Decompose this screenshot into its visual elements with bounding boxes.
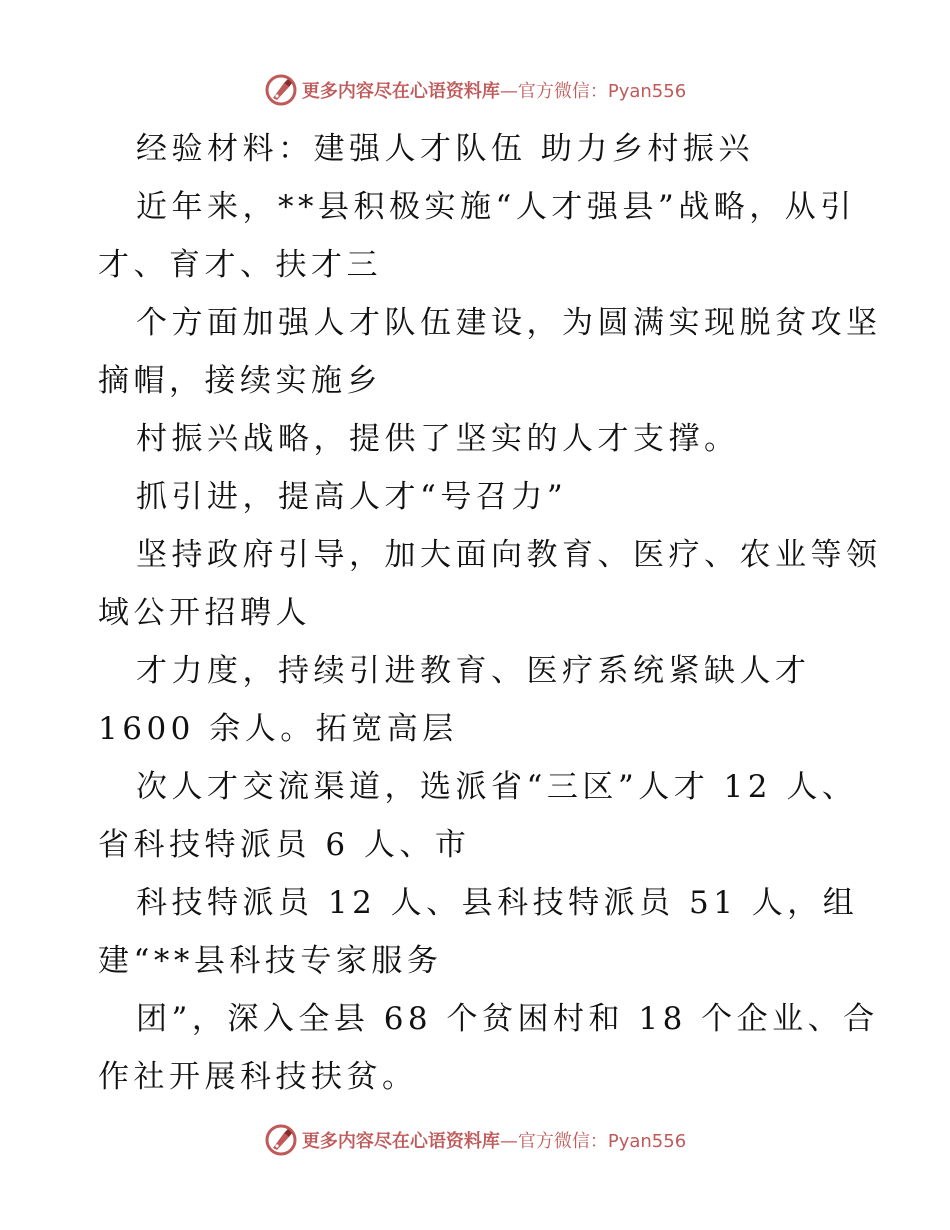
paragraph-line: 建“**县科技专家服务: [98, 943, 443, 979]
paragraph-line: 科技特派员 12 人、县科技特派员 51 人，组: [136, 885, 859, 921]
paragraph-line: 次人才交流渠道，选派省“三区”人才 12 人、: [136, 769, 858, 805]
paragraph-line: 抓引进，提高人才“号召力”: [136, 479, 568, 515]
paragraph-line: 才力度，持续引进教育、医疗系统紧缺人才: [136, 653, 811, 689]
document-title: 经验材料：建强人才队伍 助力乡村振兴: [136, 131, 754, 167]
footer-banner: [0, 1120, 950, 1160]
paragraph-line: 1600 余人。拓宽高层: [98, 711, 458, 747]
paragraph-line: 团”，深入全县 68 个贫困村和 18 个企业、合: [136, 1001, 879, 1037]
pen-logo-icon: [264, 1123, 298, 1157]
paragraph-line: 摘帽，接续实施乡: [98, 363, 382, 399]
header-banner-text: 更多内容尽在心语资料库—官方微信：Pyan556: [301, 81, 687, 102]
paragraph-line: 村振兴战略，提供了坚实的人才支撑。: [136, 421, 740, 457]
document-body: [98, 120, 882, 1106]
pen-logo-icon: [264, 73, 298, 107]
paragraph-line: 作社开展科技扶贫。: [98, 1059, 418, 1095]
footer-banner-text: 更多内容尽在心语资料库—官方微信：Pyan556: [301, 1131, 687, 1152]
header-banner: [0, 70, 950, 110]
paragraph-line: 个方面加强人才队伍建设，为圆满实现脱贫攻坚: [136, 305, 882, 341]
paragraph-line: 域公开招聘人: [98, 595, 311, 631]
paragraph-line: 才、育才、扶才三: [98, 247, 382, 283]
paragraph-line: 省科技特派员 6 人、市: [98, 827, 471, 863]
paragraph-line: 近年来，**县积极实施“人才强县”战略，从引: [136, 189, 856, 225]
paragraph-line: 坚持政府引导，加大面向教育、医疗、农业等领: [136, 537, 882, 573]
